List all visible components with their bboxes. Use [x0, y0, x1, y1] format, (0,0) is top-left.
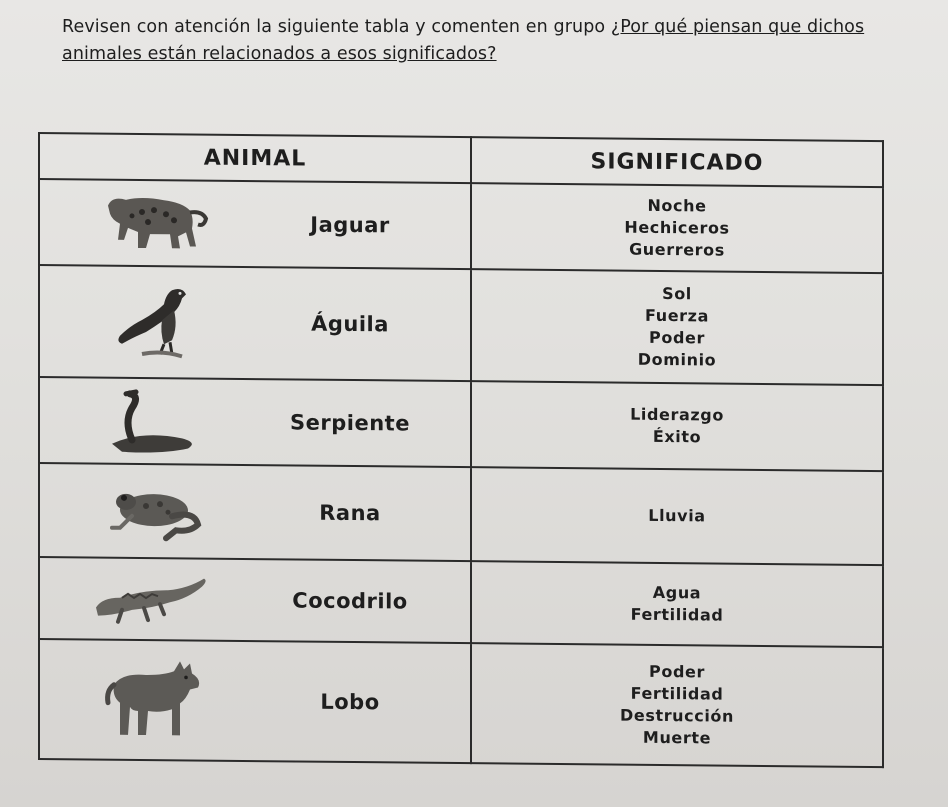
- meaning-cell: [471, 643, 883, 767]
- animal-name: Cocodrilo: [292, 588, 408, 614]
- wolf-illustration: [102, 654, 212, 747]
- meaning-item: Fertilidad: [630, 683, 724, 704]
- meaning-item: Noche: [647, 195, 707, 216]
- snake-illustration: [102, 386, 212, 457]
- animal-cell: [39, 463, 471, 561]
- meaning-item: Sol: [662, 283, 692, 304]
- meaning-item: Fertilidad: [630, 604, 724, 625]
- table-row-cocodrilo: [39, 557, 883, 647]
- header-animal: ANIMAL: [39, 133, 471, 183]
- meaning-item: Guerreros: [629, 239, 725, 260]
- meaning-cell: [471, 269, 883, 385]
- meaning-item: Hechiceros: [624, 217, 730, 238]
- animal-name: Águila: [311, 311, 389, 337]
- meaning-cell: [471, 467, 883, 565]
- animal-cell: [39, 557, 471, 643]
- table-row-lobo: [39, 639, 883, 767]
- meaning-item: Liderazgo: [630, 404, 724, 425]
- frog-illustration: [102, 476, 212, 547]
- meaning-cell: [471, 183, 883, 273]
- header-meaning: SIGNIFICADO: [471, 137, 883, 187]
- animal-name: Lobo: [320, 689, 380, 715]
- meaning-item: Muerte: [642, 727, 712, 748]
- instructions-plain: Revisen con atención la siguiente tabla y comenten en grupo: [62, 17, 611, 37]
- animal-name: Rana: [319, 500, 381, 526]
- animal-cell: [39, 179, 471, 269]
- animals-table: [38, 132, 884, 768]
- meaning-cell: [471, 561, 883, 647]
- crocodile-illustration: [92, 564, 212, 635]
- instructions-text: [62, 14, 882, 68]
- table-row-jaguar: [39, 179, 883, 273]
- table-row-aguila: [39, 265, 883, 385]
- meaning-item: Poder: [649, 661, 705, 682]
- animal-cell: [39, 265, 471, 381]
- meaning-item: Poder: [649, 327, 705, 348]
- meaning-item: Destrucción: [619, 705, 735, 726]
- meaning-item: Lluvia: [648, 505, 706, 526]
- meaning-item: Fuerza: [645, 305, 709, 326]
- table-row-serpiente: [39, 377, 883, 471]
- eagle-illustration: [102, 281, 212, 364]
- animal-name: Jaguar: [310, 212, 390, 238]
- table-row-rana: [39, 463, 883, 565]
- meaning-item: Agua: [652, 582, 702, 603]
- animal-cell: [39, 377, 471, 467]
- instructions-question: ¿Por qué piensan que dichos animales están relacionados a esos significados?: [62, 17, 865, 64]
- meaning-item: Éxito: [652, 426, 702, 447]
- meaning-item: Dominio: [637, 349, 717, 370]
- animal-name: Serpiente: [290, 410, 410, 436]
- meaning-cell: [471, 381, 883, 471]
- animal-cell: [39, 639, 471, 763]
- jaguar-illustration: [102, 188, 212, 259]
